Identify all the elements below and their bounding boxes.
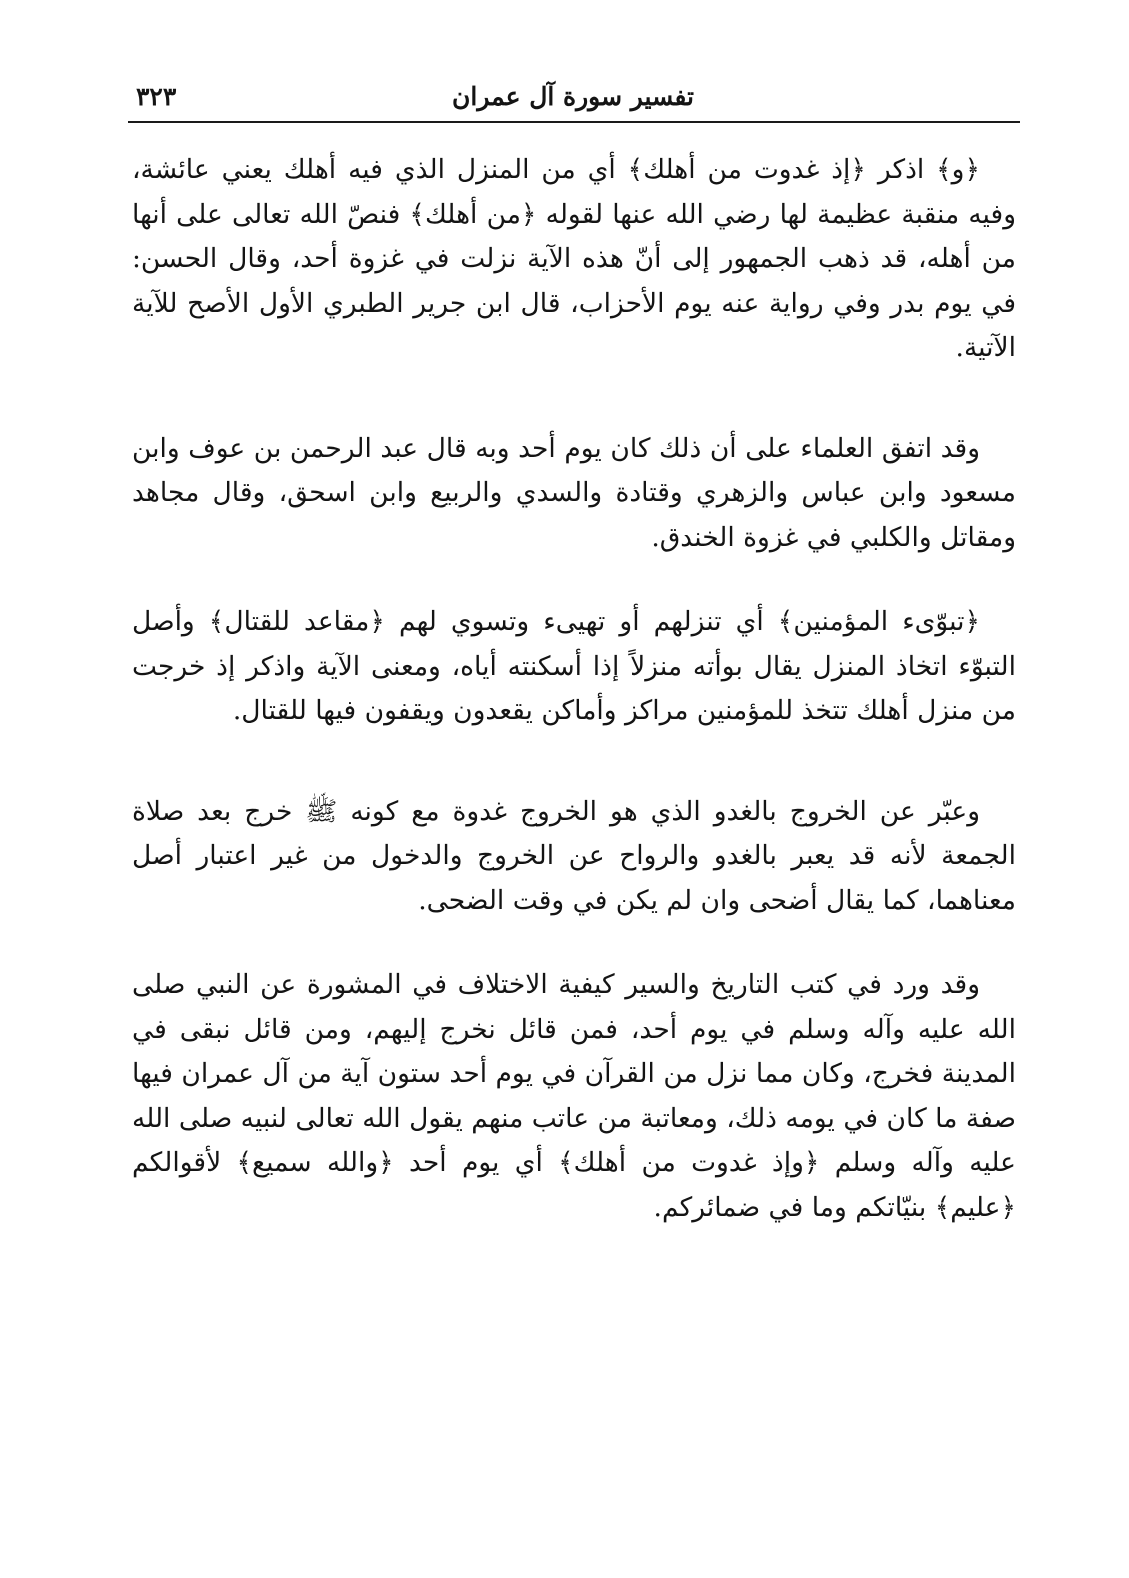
running-header [128,78,1018,118]
paragraph-3: ﴿تبوّىء المؤمنين﴾ أي تنزلهم أو تهيىء وتسوي لهم ﴿مقاعد للقتال﴾ وأصل التبوّء اتخاذ المنزل يقال بوأته منزلاً إذا أسكنته أياه، ومعنى الآية واذكر إذ خرجت من منزل أهلك تتخذ للمؤمنين مراكز وأماكن يقعدون ويقفون فيها للقتال. [132,606,1016,726]
paragraph-4: وعبّر عن الخروج بالغدو الذي هو الخروج غدوة مع كونه ﷺ خرج بعد صلاة الجمعة لأنه قد يعبر بالغدو والرواح عن الخروج والدخول من غير اعتبار أصل معناهما، كما يقال أضحى وان لم يكن في وقت الضحى. [132,795,1016,916]
paragraph-5: وقد ورد في كتب التاريخ والسير كيفية الاختلاف في المشورة عن النبي صلى الله عليه وآله وسلم في يوم أحد، فمن قائل نخرج إليهم، ومن قائل نبقى في المدينة فخرج، وكان مما نزل من القرآن في يوم أحد ستون آية من آل عمران فيها صفة ما كان في يومه ذلك، ومعاتبة من عاتب منهم يقول الله تعالى لنبيه صلى الله عليه وآله وسلم ﴿وإذ غدوت من أهلك﴾ أي يوم أحد ﴿والله سميع﴾ لأقوالكم ﴿عليم﴾ بنيّاتكم وما في ضمائركم. [132,969,1016,1223]
body-text [132,148,1016,1230]
header-title: تفسير سورة آل عمران [452,82,694,111]
page-number: ٣٢٣ [136,82,177,111]
paragraph-2: وقد اتفق العلماء على أن ذلك كان يوم أحد وبه قال عبد الرحمن بن عوف وابن مسعود وابن عباس والزهري وقتادة والسدي والربيع وابن اسحق، وقال مجاهد ومقاتل والكلبي في غزوة الخندق. [132,432,1016,553]
header-divider [128,121,1020,123]
paragraph-1: ﴿و﴾ اذكر ﴿إذ غدوت من أهلك﴾ أي من المنزل الذي فيه أهلك يعني عائشة، وفيه منقبة عظيمة لها رضي الله عنها لقوله ﴿من أهلك﴾ فنصّ الله تعالى على أنها من أهله، قد ذهب الجمهور إلى أنّ هذه الآية نزلت في غزوة أحد، وقال الحسن: في يوم بدر وفي رواية عنه يوم الأحزاب، قال ابن جرير الطبري الأول الأصح للآية الآتية. [132,154,1016,363]
